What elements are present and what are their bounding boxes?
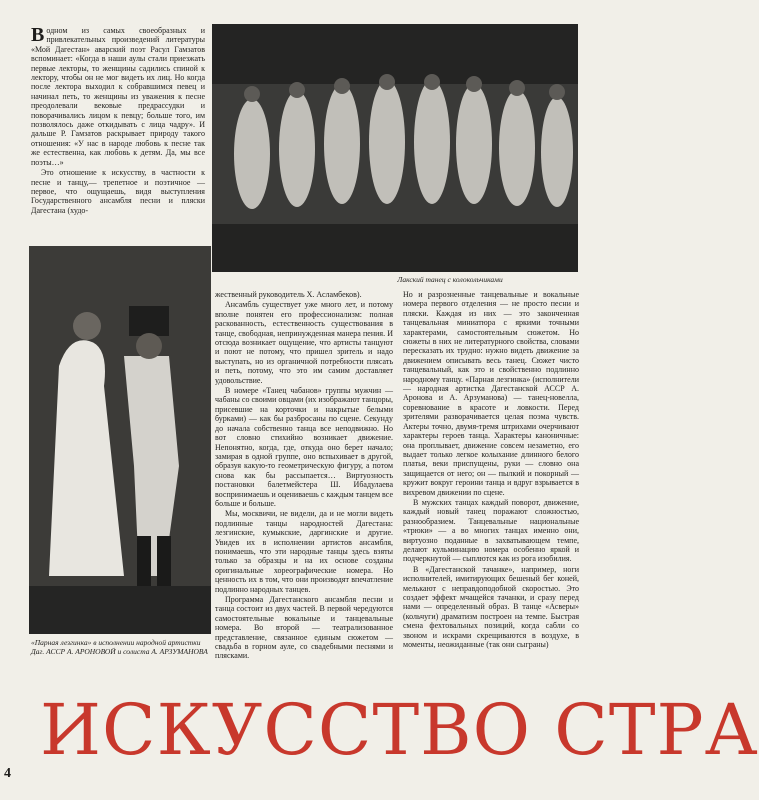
drop-cap: В (31, 24, 45, 46)
article-column-3 (403, 290, 579, 662)
article-column-1 (31, 26, 205, 244)
page-number: 4 (4, 766, 11, 781)
paragraph: жественный руководитель Х. Асламбеков). (215, 290, 362, 299)
paragraph: В «Дагестанской тачанке», например, ноги исполнителей, имитирующих бешеный бег коней, мелькают с неправдоподобной скоростью. Это создает эффект мчащейся тачанки, и сразу перед нами — определенный образ. В танце «Асверы» (кольчуги) драматизм построен на темпе. Быстрая смена фехтовальных позиций, когда сабли со звоном и искрами скрещиваются в воздухе, в моменты, неожиданные (так они сыграны) (403, 564, 579, 650)
paragraph: Ансамбль существует уже много лет, и потому вполне понятен его профессионализм: полная раскованность, естественность существования в танце, свободная, непринужденная манера пения. И отсюда возникает ощущение, что артисты танцуют и поют не потому, что пришел зритель и надо выступать, но из органичной потребности плясать и петь, потому, что это им самим доставляет удовольствие. (215, 300, 393, 385)
paragraph-text: одном из самых своеобразных и привлекательных произведений литературы «Мой Дагестан» аварский поэт Расул Гамзатов вспоминает: «Когда в наши аулы стали приезжать первые лекторы, то женщины садились спиной к лектору, чтобы он не мог видеть их лиц. Но когда после лектора выходил к собравшимся певец и начинал петь, то женщины из уважения к песне преодолевали вековые предрассудки и поворачивались лицом к певцу; больше того, им позволялось даже откидывать с лица чадру». И дальше Р. Гамзатов раскрывает природу такого отношения: «У нас в народе любовь к песне так же естественна, как любовь к детям. Да, мы все поэты…» (31, 26, 205, 167)
paragraph: В номере «Танец чабанов» группы мужчин — чабаны со своими овцами (их изображают танцоры, присевшие на корточки и накрытые белыми бурками) — как бы разбросаны по сцене. Секунду до начала собственно танца все неподвижно. Но вот словно стихийно возникает движение. Непонятно, когда, где, откуда оно берет начало; замирая в одной группе, оно вспыхивает в другой, образуя какую-то геометрическую фигуру, а потом снова как бы рассыпается… Виртуозность постановки балетмейстера Ш. Ибадулаева воспринимаешь и оцениваешь с каждым танцем все больше и больше. (215, 386, 393, 508)
couple-dancers-illustration (29, 246, 211, 634)
article-column-2 (215, 290, 393, 662)
paragraph: В мужских танцах каждый поворот, движение, каждый новый танец поражают сложностью, разнообразием. Танцевальные национальные «трюки» — а во многих танцах именно они, виртуозно поданные в захватывающем темпе, делают кульминацию номера особенно яркой и подчеркнутой — сыплются как из рога изобилия. (403, 497, 579, 564)
paragraph: Это отношение к искусству, в частности к песне и танцу,— трепетное и поэтичное — первое, что ощущаешь, видя выступления Государственного ансамбля песни и пляски Дагестана (худо- (31, 168, 205, 215)
photo-caption-left: «Парная лезгинка» в исполнении народной артистки Даг. АССР А. АРОНОВОЙ и солиста А. АРЗУМАНОВА (31, 638, 208, 656)
photo-caption-top: Лакский танец с колокольчиками (397, 275, 503, 284)
dance-photo-left (29, 246, 211, 634)
dancers-illustration (212, 24, 578, 272)
paragraph: Но и разрозненные танцевальные и вокальные номера первого отделения — не просто песни и пляски. Каждая из них — это законченная танцевальная миниатюра с яркими точными характерами, самостоятельным сюжетом. Но сюжеты в них не литературного свойства, словами пересказать их трудно: нужно видеть движение за движением описывать весь танец. Сюжет чисто танцевальный, как это и свойственно подлинно народному танцу. «Парная лезгинка» (исполнители — народная артистка Дагестанской АССР А. Аронова и А. Арзуманова) — танец-новелла, соревнование в красоте и ловкости. Перед зрителями разворачивается целая поэма чувств. Актеры точно, двумя-тремя штрихами очерчивают характеры героев танца. Характеры каноничные: она проплывает, движение совсем незаметно, его выдает только легкое колыхание длинного белого платья, веки приспущены, руки — словно она защищается от него; он — пылкий и покорный — кружит вокруг героини танца и вдруг взрывается в вихревом движении по сцене. (403, 290, 579, 497)
dance-photo-top (212, 24, 578, 272)
paragraph: Программа Дагестанского ансамбля песни и танца состоит из двух частей. В первой чередуются самостоятельные вокальные и танцевальные номера. Во второй — театрализованное представление, связанное единым сюжетом — свадьба в горном ауле, со свадебными песнями и плясками. (215, 595, 393, 661)
paragraph (31, 26, 205, 167)
paragraph: Мы, москвичи, не видели, да и не могли видеть подлинные танцы народностей Дагестана: лезгинские, кумыкские, даргинские и другие. Увидев их в исполнении артистов ансамбля, понимаешь, что эти народные танцы здесь взяты только за образцы и на их основе созданы оригинальные хореографические номера. Но ценность их в том, что они производят впечатление подлинно народных танцев. (215, 509, 393, 594)
headline: ИСКУССТВО СТРА (40, 689, 759, 771)
